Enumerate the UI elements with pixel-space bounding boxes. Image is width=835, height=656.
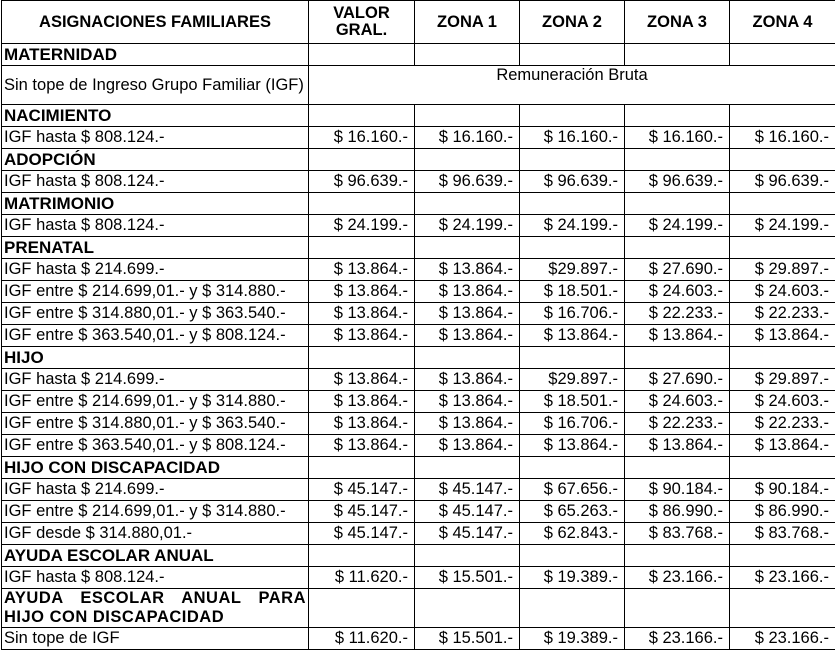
value-cell: $ 19.389.- bbox=[520, 567, 625, 589]
value-cell: $ 24.603.- bbox=[625, 391, 730, 413]
value-cell: $ 16.160.- bbox=[415, 127, 520, 149]
section-row-prenatal bbox=[2, 237, 835, 259]
row-label: IGF entre $ 214.699,01.- y $ 314.880.- bbox=[2, 501, 309, 523]
value-cell: $ 22.233.- bbox=[625, 413, 730, 435]
value-cell: $ 13.864.- bbox=[415, 259, 520, 281]
section-row-hijo-discapacidad bbox=[2, 457, 835, 479]
section-title: PRENATAL bbox=[2, 237, 309, 259]
value-cell: $ 29.897.- bbox=[730, 369, 835, 391]
table-row bbox=[2, 325, 835, 347]
section-row-ayuda-escolar-discapacidad bbox=[2, 589, 835, 628]
row-label: IGF hasta $ 808.124.- bbox=[2, 567, 309, 589]
value-cell: $ 24.199.- bbox=[415, 215, 520, 237]
row-label: IGF entre $ 363.540,01.- y $ 808.124.- bbox=[2, 325, 309, 347]
row-label: IGF hasta $ 808.124.- bbox=[2, 171, 309, 193]
value-cell: $ 27.690.- bbox=[625, 259, 730, 281]
value-cell: $ 11.620.- bbox=[309, 567, 415, 589]
value-cell: $ 22.233.- bbox=[730, 303, 835, 325]
value-cell: $ 96.639.- bbox=[415, 171, 520, 193]
section-title: HIJO bbox=[2, 347, 309, 369]
header-zona-2: ZONA 2 bbox=[520, 1, 625, 44]
table-row bbox=[2, 567, 835, 589]
value-cell: $ 13.864.- bbox=[625, 435, 730, 457]
value-cell: $ 13.864.- bbox=[415, 413, 520, 435]
value-cell: $ 45.147.- bbox=[415, 501, 520, 523]
table-row bbox=[2, 369, 835, 391]
section-row-nacimiento bbox=[2, 105, 835, 127]
table-row bbox=[2, 66, 835, 105]
value-cell: $ 45.147.- bbox=[415, 479, 520, 501]
value-cell: $ 13.864.- bbox=[415, 281, 520, 303]
value-cell: $ 15.501.- bbox=[415, 567, 520, 589]
row-label: IGF hasta $ 808.124.- bbox=[2, 127, 309, 149]
section-title: NACIMIENTO bbox=[2, 105, 309, 127]
value-cell: $ 13.864.- bbox=[415, 303, 520, 325]
header-zona-3: ZONA 3 bbox=[625, 1, 730, 44]
value-cell: $ 67.656.- bbox=[520, 479, 625, 501]
header-zona-4: ZONA 4 bbox=[730, 1, 835, 44]
value-cell: $ 24.603.- bbox=[625, 281, 730, 303]
table-body bbox=[2, 44, 835, 650]
value-cell: $ 13.864.- bbox=[415, 435, 520, 457]
value-cell: $ 13.864.- bbox=[415, 325, 520, 347]
value-cell: $ 16.706.- bbox=[520, 413, 625, 435]
section-row-hijo bbox=[2, 347, 835, 369]
value-cell: $ 23.166.- bbox=[625, 567, 730, 589]
table-row bbox=[2, 413, 835, 435]
value-cell: $ 13.864.- bbox=[625, 325, 730, 347]
remuneracion-bruta-cell: Remuneración Bruta bbox=[309, 66, 835, 105]
value-cell: $ 11.620.- bbox=[309, 628, 415, 650]
value-cell: $ 86.990.- bbox=[730, 501, 835, 523]
value-cell: $ 13.864.- bbox=[309, 281, 415, 303]
value-cell: $ 24.199.- bbox=[309, 215, 415, 237]
value-cell: $ 24.199.- bbox=[625, 215, 730, 237]
value-cell: $ 16.706.- bbox=[520, 303, 625, 325]
value-cell: $ 96.639.- bbox=[730, 171, 835, 193]
value-cell: $29.897.- bbox=[520, 259, 625, 281]
table-row bbox=[2, 435, 835, 457]
table-row bbox=[2, 501, 835, 523]
value-cell: $ 45.147.- bbox=[415, 523, 520, 545]
value-cell: $ 90.184.- bbox=[625, 479, 730, 501]
row-label: Sin tope de IGF bbox=[2, 628, 309, 650]
section-row-ayuda-escolar bbox=[2, 545, 835, 567]
value-cell: $ 29.897.- bbox=[730, 259, 835, 281]
header-valor-gral: VALOR GRAL. bbox=[309, 1, 415, 44]
value-cell: $ 16.160.- bbox=[730, 127, 835, 149]
table-row bbox=[2, 259, 835, 281]
value-cell: $ 45.147.- bbox=[309, 479, 415, 501]
header-zona-1: ZONA 1 bbox=[415, 1, 520, 44]
table-row bbox=[2, 391, 835, 413]
value-cell: $ 13.864.- bbox=[415, 369, 520, 391]
value-cell: $ 22.233.- bbox=[730, 413, 835, 435]
section-title: ADOPCIÓN bbox=[2, 149, 309, 171]
table-row bbox=[2, 127, 835, 149]
row-label: IGF entre $ 314.880,01.- y $ 363.540.- bbox=[2, 303, 309, 325]
section-title: MATERNIDAD bbox=[2, 44, 309, 66]
value-cell: $ 24.199.- bbox=[520, 215, 625, 237]
value-cell: $ 27.690.- bbox=[625, 369, 730, 391]
table-row bbox=[2, 171, 835, 193]
value-cell: $ 13.864.- bbox=[309, 391, 415, 413]
header-row bbox=[2, 1, 835, 44]
value-cell: $ 16.160.- bbox=[309, 127, 415, 149]
value-cell: $ 15.501.- bbox=[415, 628, 520, 650]
row-label: IGF entre $ 214.699,01.- y $ 314.880.- bbox=[2, 391, 309, 413]
value-cell: $29.897.- bbox=[520, 369, 625, 391]
value-cell: $ 18.501.- bbox=[520, 281, 625, 303]
row-label: IGF hasta $ 214.699.- bbox=[2, 369, 309, 391]
table-row bbox=[2, 303, 835, 325]
value-cell: $ 86.990.- bbox=[625, 501, 730, 523]
section-row-matrimonio bbox=[2, 193, 835, 215]
row-label: Sin tope de Ingreso Grupo Familiar (IGF) bbox=[2, 66, 309, 105]
value-cell: $ 13.864.- bbox=[309, 325, 415, 347]
value-cell: $ 65.263.- bbox=[520, 501, 625, 523]
section-title: HIJO CON DISCAPACIDAD bbox=[2, 457, 309, 479]
value-cell: $ 13.864.- bbox=[309, 303, 415, 325]
table-row bbox=[2, 479, 835, 501]
section-row-adopcion bbox=[2, 149, 835, 171]
value-cell: $ 22.233.- bbox=[625, 303, 730, 325]
value-cell: $ 13.864.- bbox=[520, 325, 625, 347]
value-cell: $ 23.166.- bbox=[730, 567, 835, 589]
value-cell: $ 45.147.- bbox=[309, 501, 415, 523]
value-cell: $ 83.768.- bbox=[730, 523, 835, 545]
value-cell: $ 13.864.- bbox=[730, 435, 835, 457]
value-cell: $ 96.639.- bbox=[309, 171, 415, 193]
value-cell: $ 24.199.- bbox=[730, 215, 835, 237]
header-asignaciones: ASIGNACIONES FAMILIARES bbox=[2, 1, 309, 44]
table-row bbox=[2, 523, 835, 545]
row-label: IGF hasta $ 214.699.- bbox=[2, 479, 309, 501]
value-cell: $ 96.639.- bbox=[625, 171, 730, 193]
row-label: IGF hasta $ 214.699.- bbox=[2, 259, 309, 281]
section-row-maternidad bbox=[2, 44, 835, 66]
value-cell: $ 13.864.- bbox=[415, 391, 520, 413]
value-cell: $ 19.389.- bbox=[520, 628, 625, 650]
row-label: IGF desde $ 314.880,01.- bbox=[2, 523, 309, 545]
value-cell: $ 13.864.- bbox=[309, 413, 415, 435]
value-cell: $ 16.160.- bbox=[520, 127, 625, 149]
value-cell: $ 16.160.- bbox=[625, 127, 730, 149]
value-cell: $ 62.843.- bbox=[520, 523, 625, 545]
value-cell: $ 24.603.- bbox=[730, 391, 835, 413]
value-cell: $ 18.501.- bbox=[520, 391, 625, 413]
value-cell: $ 96.639.- bbox=[520, 171, 625, 193]
value-cell: $ 83.768.- bbox=[625, 523, 730, 545]
section-title: AYUDA ESCOLAR ANUAL bbox=[2, 545, 309, 567]
row-label: IGF entre $ 214.699,01.- y $ 314.880.- bbox=[2, 281, 309, 303]
value-cell: $ 24.603.- bbox=[730, 281, 835, 303]
table-row bbox=[2, 628, 835, 650]
row-label: IGF entre $ 314.880,01.- y $ 363.540.- bbox=[2, 413, 309, 435]
table-row bbox=[2, 281, 835, 303]
asignaciones-table bbox=[1, 0, 835, 650]
row-label: IGF hasta $ 808.124.- bbox=[2, 215, 309, 237]
value-cell: $ 23.166.- bbox=[625, 628, 730, 650]
row-label: IGF entre $ 363.540,01.- y $ 808.124.- bbox=[2, 435, 309, 457]
section-title: MATRIMONIO bbox=[2, 193, 309, 215]
value-cell: $ 13.864.- bbox=[730, 325, 835, 347]
section-title: AYUDA ESCOLAR ANUAL PARA HIJO CON DISCAPACIDAD bbox=[2, 589, 309, 628]
value-cell: $ 13.864.- bbox=[309, 435, 415, 457]
table-row bbox=[2, 215, 835, 237]
value-cell: $ 45.147.- bbox=[309, 523, 415, 545]
value-cell: $ 13.864.- bbox=[520, 435, 625, 457]
value-cell: $ 13.864.- bbox=[309, 369, 415, 391]
value-cell: $ 23.166.- bbox=[730, 628, 835, 650]
value-cell: $ 90.184.- bbox=[730, 479, 835, 501]
value-cell: $ 13.864.- bbox=[309, 259, 415, 281]
